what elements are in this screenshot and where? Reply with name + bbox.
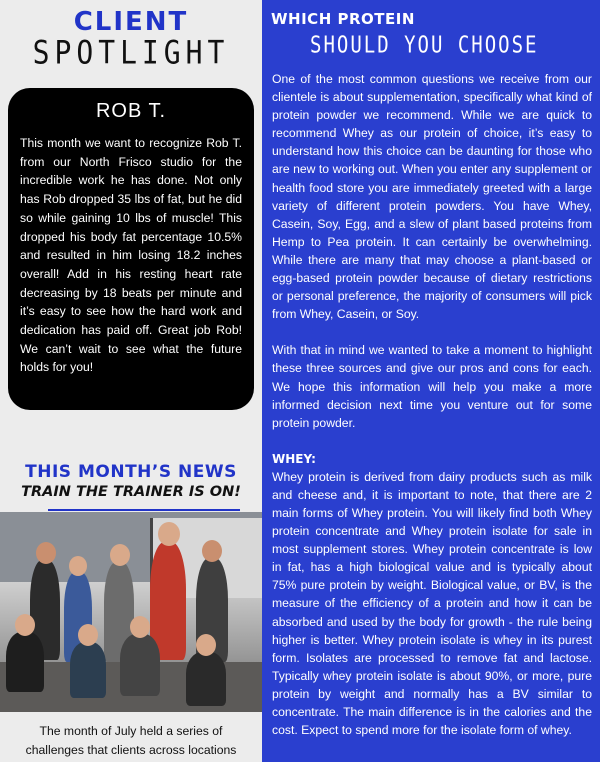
photo-person [6, 632, 44, 692]
photo-person [70, 642, 106, 698]
protein-title-line1: WHICH PROTEIN [271, 10, 415, 28]
left-column [0, 0, 262, 762]
protein-title-line2: SHOULD YOU CHOOSE [310, 32, 539, 59]
news-divider [48, 509, 240, 511]
whey-heading: WHEY: [272, 451, 316, 466]
news-subtitle: TRAIN THE TRAINER IS ON! [21, 484, 241, 500]
client-spotlight-title-line2: SPOTLIGHT [32, 33, 230, 72]
protein-paragraph-1: One of the most common questions we receive from our clientele is about supplementation, specifically what kind of protein powder we recommend. While we are quick to recommend Whey as our protein of choice, it’s easy to understand how this choice can be daunting for those who are new to working out. When you enter any supplement or health food store you are immediately greeted with a large variety of different protein powders. You have Whey, Casein, Soy, Egg, and a slew of plant based proteins from Hemp to Pea protein. It can certainly be overwhelming. While there are many that may choose a plant-based or egg-based protein powder because of dietary restrictions or personal preference, the majority of consumers will pick from Whey, Casein, or Soy. [272, 72, 592, 322]
protein-article [272, 70, 592, 757]
client-spotlight-heading [0, 8, 262, 70]
news-title: THIS MONTH’S NEWS [25, 462, 237, 482]
photo-caption: The month of July held a series of challenges that clients across locations [25, 724, 237, 757]
right-column [262, 0, 600, 762]
group-photo [0, 512, 262, 712]
spotlight-text: This month we want to recognize Rob T. from our North Frisco studio for the incredible work he has done. Not only has Rob dropped 35 lbs of fat, but he did so while gaining 10 lbs of muscle! This dropped his body fat percentage 10.5% and resulted in him losing 18.2 inches overall! Add in his resting heart rate decreasing by 18 beats per minute and it’s easy to see how the hard work and dedication has paid off. Great job Rob! We can’t wait to see what the future holds for you! [20, 136, 242, 375]
protein-paragraph-2: With that in mind we wanted to take a moment to highlight these three sources and give our pros and cons for each. We hope this information will help you make a more informed decision next time you venture out for some protein powder. [272, 343, 592, 430]
whey-paragraph: Whey protein is derived from dairy products such as milk and cheese and, it is important to note, that there are 2 main forms of Whey protein. You will likely find both Whey protein concentrate and Whey protein isolate for sale in most supplement stores. Whey protein concentrate is low in fat, has a high biological value and is typically about 75% pure protein by weight. Biological value, or BV, is the measure of the efficiency of a protein and how it can be absorbed and used by the body for growth - the rule being higher is better. Whey protein isolate is whey in its purest form. Isolates are processed to remove fat and lactose. Typically whey protein isolate is about 90%, or more, pure protein by weight and normally has a BV similar to concentrate. The main difference is in the calories and the cost. Expect to spend more for the isolate form of whey. [272, 469, 592, 738]
client-spotlight-title-line1: CLIENT [73, 7, 189, 37]
photo-person [120, 634, 160, 696]
spotlight-client-name: ROB T. [95, 100, 167, 122]
photo-person [186, 652, 226, 706]
spotlight-card [8, 88, 254, 410]
